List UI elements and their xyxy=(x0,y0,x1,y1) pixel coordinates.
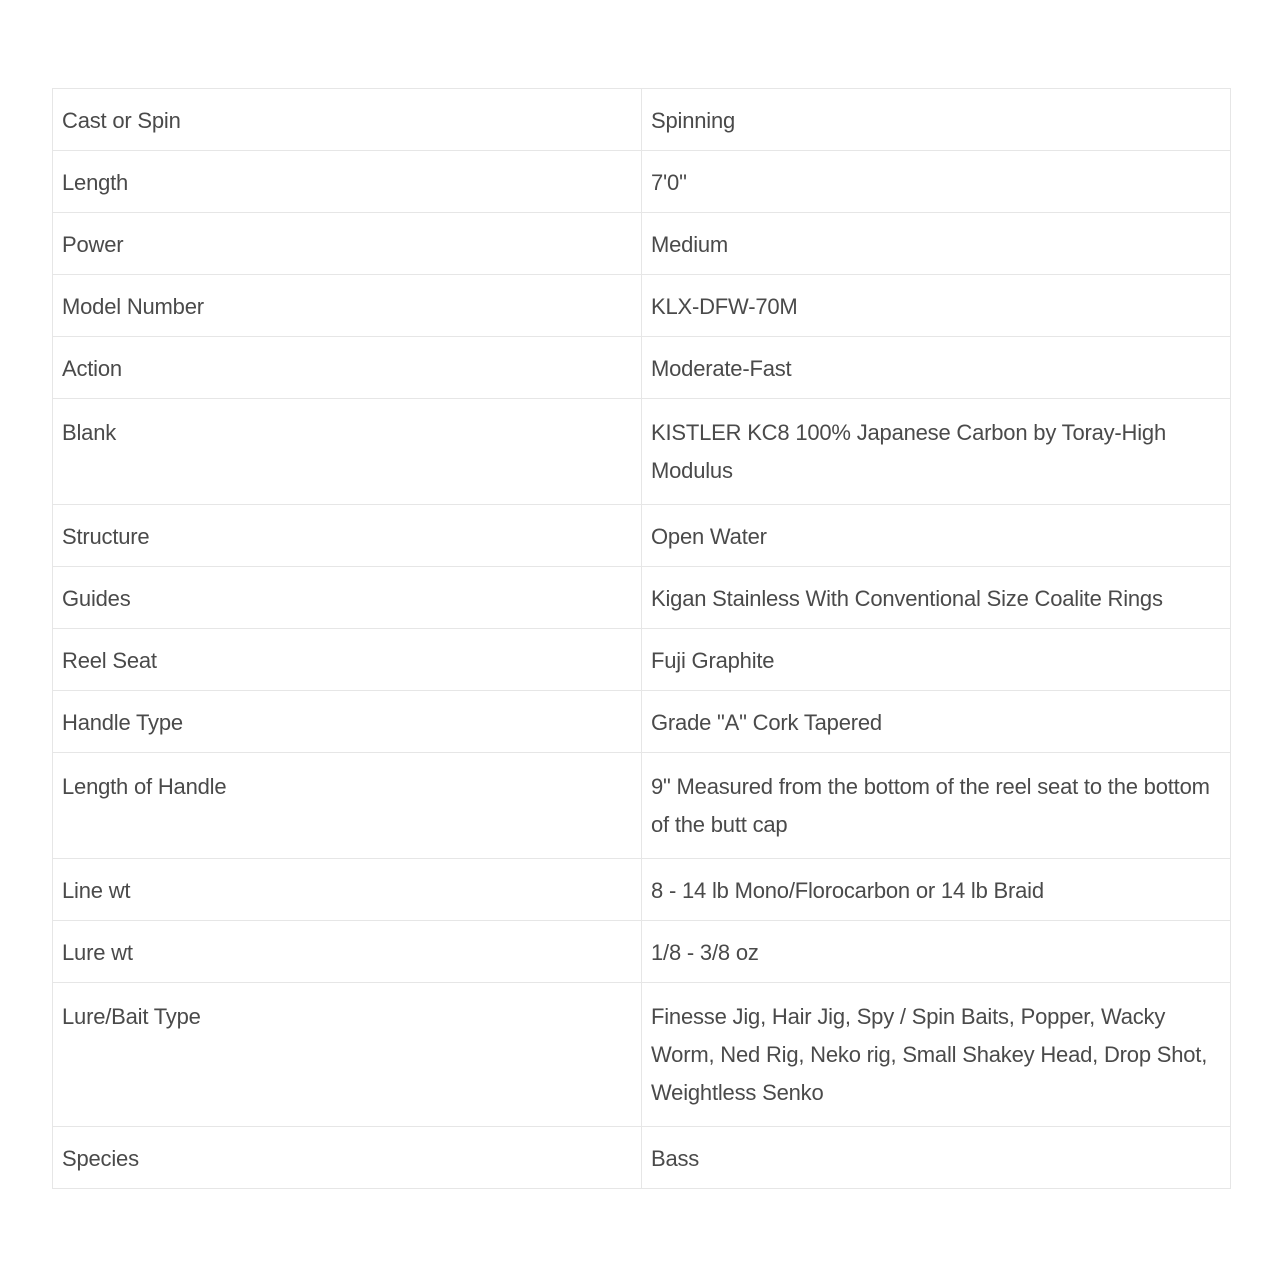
table-row xyxy=(53,567,1231,629)
table-row xyxy=(53,337,1231,399)
spec-label: Length of Handle xyxy=(53,753,642,859)
spec-label: Line wt xyxy=(53,859,642,921)
spec-label: Lure wt xyxy=(53,921,642,983)
spec-value: Grade "A" Cork Tapered xyxy=(642,691,1231,753)
table-row xyxy=(53,983,1231,1127)
table-row xyxy=(53,691,1231,753)
table-row xyxy=(53,399,1231,505)
spec-value: Medium xyxy=(642,213,1231,275)
spec-value: 9" Measured from the bottom of the reel seat to the bottom of the butt cap xyxy=(642,753,1231,859)
spec-label: Action xyxy=(53,337,642,399)
table-row xyxy=(53,753,1231,859)
table-row xyxy=(53,151,1231,213)
spec-table xyxy=(52,88,1231,1189)
spec-value: 7'0" xyxy=(642,151,1231,213)
spec-label: Handle Type xyxy=(53,691,642,753)
spec-value: Kigan Stainless With Conventional Size Coalite Rings xyxy=(642,567,1231,629)
table-row xyxy=(53,921,1231,983)
spec-value: 1/8 - 3/8 oz xyxy=(642,921,1231,983)
spec-value: Moderate-Fast xyxy=(642,337,1231,399)
spec-value: Fuji Graphite xyxy=(642,629,1231,691)
spec-label: Cast or Spin xyxy=(53,89,642,151)
spec-label: Guides xyxy=(53,567,642,629)
table-row xyxy=(53,629,1231,691)
table-row xyxy=(53,859,1231,921)
table-row xyxy=(53,275,1231,337)
spec-value: Finesse Jig, Hair Jig, Spy / Spin Baits, Popper, Wacky Worm, Ned Rig, Neko rig, Small Shakey Head, Drop Shot, Weightless Senko xyxy=(642,983,1231,1127)
spec-value: KLX-DFW-70M xyxy=(642,275,1231,337)
table-row xyxy=(53,1127,1231,1189)
table-row xyxy=(53,505,1231,567)
spec-value: Open Water xyxy=(642,505,1231,567)
spec-value: Spinning xyxy=(642,89,1231,151)
spec-label: Model Number xyxy=(53,275,642,337)
spec-label: Length xyxy=(53,151,642,213)
spec-label: Structure xyxy=(53,505,642,567)
spec-label: Species xyxy=(53,1127,642,1189)
table-row xyxy=(53,89,1231,151)
spec-label: Power xyxy=(53,213,642,275)
spec-label: Lure/Bait Type xyxy=(53,983,642,1127)
table-row xyxy=(53,213,1231,275)
spec-value: KISTLER KC8 100% Japanese Carbon by Toray-High Modulus xyxy=(642,399,1231,505)
spec-label: Blank xyxy=(53,399,642,505)
spec-value: 8 - 14 lb Mono/Florocarbon or 14 lb Braid xyxy=(642,859,1231,921)
spec-value: Bass xyxy=(642,1127,1231,1189)
spec-label: Reel Seat xyxy=(53,629,642,691)
